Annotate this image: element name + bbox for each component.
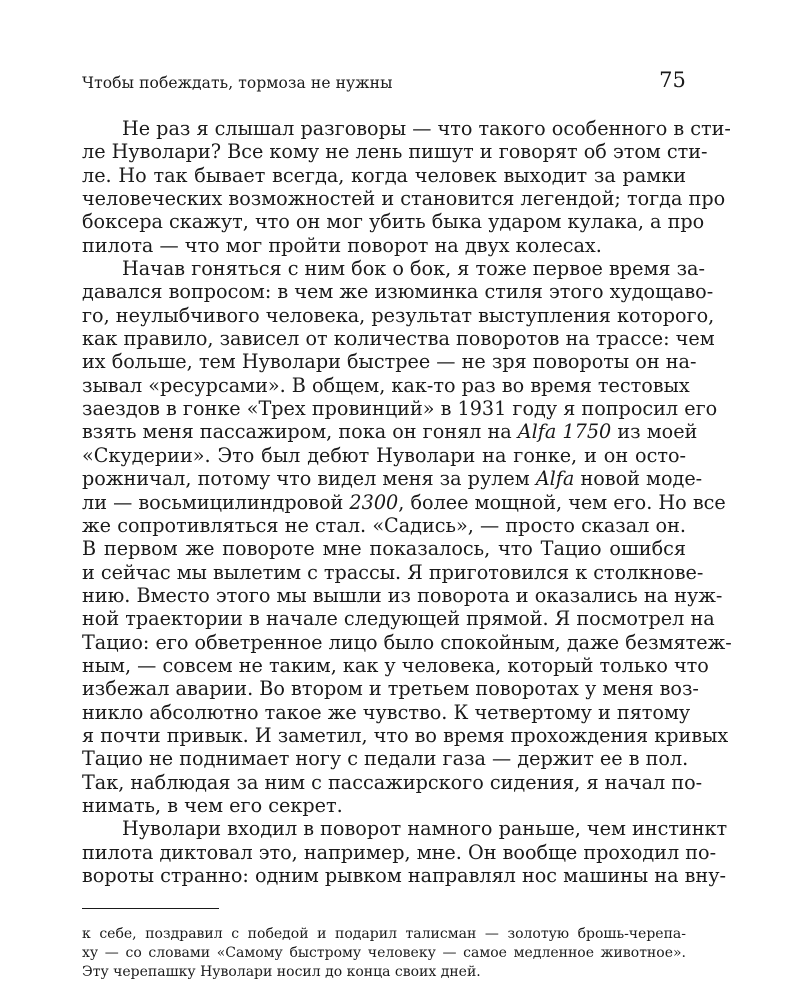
text-line: Так, наблюдая за ним с пассажирского сидения, я начал по- (82, 770, 703, 794)
text-line (82, 490, 726, 514)
text-line: ной траектории в начале следующей прямой. Я посмотрел на (82, 607, 715, 631)
text-line: давался вопросом: в чем же изюминка стиля этого худощаво- (82, 280, 714, 304)
text-run: рожничал, потому что видел меня за рулем (82, 467, 536, 491)
text-line: Начав гоняться с ним бок о бок, я тоже первое время за- (122, 257, 705, 281)
text-line: их больше, тем Нуволари быстрее — не зря повороты он на- (82, 350, 697, 374)
text-line: зывал «ресурсами». В общем, как-то раз во время тестовых (82, 373, 690, 397)
italic-model-name: Alfa (535, 467, 575, 491)
book-page (82, 68, 732, 982)
running-title: Чтобы побеждать, тормоза не нужны (82, 74, 393, 92)
text-line: го, неулыбчивого человека, результат выступления которого, (82, 303, 715, 327)
italic-model-name: 2300 (349, 490, 399, 514)
page-number: 75 (659, 68, 686, 92)
footnote-line: ху — со словами «Самому быстрому человеку — самое медленное животное». (82, 945, 686, 962)
text-line: заездов в гонке «Трех провинций» в 1931 году я попросил его (82, 397, 718, 421)
text-line: и сейчас мы вылетим с трассы. Я приготовился к столкнове- (82, 560, 704, 584)
text-line: ле. Но так бывает всегда, когда человек выходит за рамки (82, 163, 686, 187)
text-line: никло абсолютно такое же чувство. К четвертому и пятому (82, 700, 691, 724)
text-line: же сопротивляться не стал. «Садись», — просто сказал он. (82, 513, 686, 537)
text-line: человеческих возможностей и становится легендой; тогда про (82, 187, 726, 211)
text-line: Не раз я слышал разговоры — что такого особенного в сти- (122, 117, 731, 140)
italic-model-name: Alfa 1750 (517, 420, 612, 444)
running-head (82, 68, 686, 96)
text-line: как правило, зависел от количества поворотов на трассе: чем (82, 327, 715, 351)
text-run: из моей (611, 420, 698, 444)
text-line: В первом же повороте мне показалось, что Тацио ошибся (82, 537, 686, 561)
text-line: пилота диктовал это, например, мне. Он вообще проходил по- (82, 840, 717, 864)
text-line: Тацио не поднимает ногу с педали газа — держит ее в пол. (82, 747, 689, 771)
text-line: Тацио: его обветренное лицо было спокойным, даже безмятеж- (82, 630, 732, 654)
text-line (82, 467, 703, 491)
footnote (82, 925, 686, 982)
text-line: ным, — совсем не таким, как у человека, который только что (82, 653, 709, 677)
text-run: новой моде- (574, 467, 703, 491)
text-line: я почти привык. И заметил, что во время прохождения кривых (82, 723, 729, 747)
text-line: Нуволари входил в поворот намного раньше, чем инстинкт (122, 817, 728, 841)
footnote-line: к себе, поздравил с победой и подарил талисман — золотую брошь-черепа- (82, 926, 686, 943)
text-line: избежал аварии. Во втором и третьем поворотах у меня воз- (82, 677, 699, 701)
text-line: пилота — что мог пройти поворот на двух колесах. (82, 233, 602, 257)
footnote-line: Эту черепашку Нуволари носил до конца своих дней. (82, 964, 481, 981)
text-line (82, 420, 698, 444)
text-run: , более мощной, чем его. Но все (398, 490, 726, 514)
text-line: ле Нуволари? Все кому не лень пишут и говорят об этом сти- (82, 140, 708, 164)
text-run: ли — восьмицилиндровой (82, 490, 350, 514)
text-line: вороты странно: одним рывком направлял нос машины на вну- (82, 864, 726, 887)
main-text (82, 117, 732, 887)
text-line: боксера скажут, что он мог убить быка ударом кулака, а про (82, 210, 705, 234)
text-line: нимать, в чем его секрет. (82, 793, 343, 817)
text-line: «Скудерии». Это был дебют Нуволари на гонке, и он осто- (82, 443, 686, 467)
footnote-divider (82, 908, 219, 909)
text-line: нию. Вместо этого мы вышли из поворота и оказались на нуж- (82, 583, 723, 607)
text-run: взять меня пассажиром, пока он гонял на (82, 420, 518, 444)
